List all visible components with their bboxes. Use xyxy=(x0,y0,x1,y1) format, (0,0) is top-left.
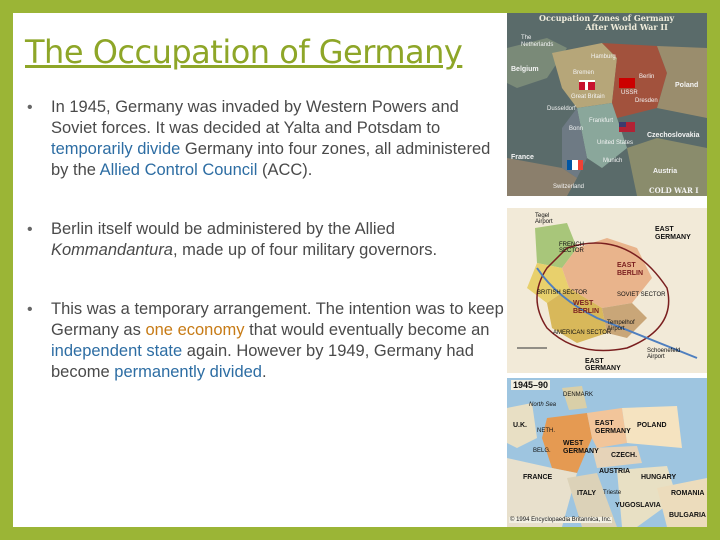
map1-label-belgium: Belgium xyxy=(511,66,539,73)
bullet-list xyxy=(27,97,507,421)
map1-title-line1: Occupation Zones of Germany xyxy=(539,13,675,23)
map2-label-east-berlin: EAST BERLIN xyxy=(617,262,644,277)
map3-label-belg: BELG. xyxy=(533,448,551,454)
map3-label-bulgaria: BULGARIA xyxy=(669,512,706,519)
map3-label-trieste: Trieste xyxy=(603,490,622,496)
map3-label-west-germany: WEST GERMANY xyxy=(563,440,599,455)
bullet-dot-icon: • xyxy=(27,301,33,318)
map1-label-ussr: USSR xyxy=(621,90,638,96)
map1-label-netherlands: The Netherlands xyxy=(521,35,554,48)
map3-label-poland: POLAND xyxy=(637,422,667,429)
map1-label-bonn: Bonn xyxy=(569,126,584,132)
map2-label-soviet-sector: SOVIET SECTOR xyxy=(617,292,666,298)
map1-label-united-states: United States xyxy=(597,140,634,146)
highlight-temporarily-divide: temporarily divide xyxy=(51,140,181,158)
map3-label-neth: NETH. xyxy=(537,428,555,434)
map3-label-east-germany: EAST GERMANY xyxy=(595,420,631,435)
map1-label-bremen: Bremen xyxy=(573,70,595,76)
map1-label-great-britain: Great Britain xyxy=(571,94,605,100)
map2-label-british-sector: BRITISH SECTOR xyxy=(537,290,588,296)
map1-label-hamburg: Hamburg xyxy=(591,54,616,60)
map2-label-american-sector: AMERICAN SECTOR xyxy=(553,330,612,336)
map3-label-italy: ITALY xyxy=(577,490,597,497)
map3-label-years: 1945–90 xyxy=(513,380,549,390)
map3-label-czech: CZECH. xyxy=(611,452,638,459)
map3-label-austria: AUSTRIA xyxy=(599,468,631,475)
italic-kommandantura: Kommandantura xyxy=(51,241,173,259)
map1-label-munich: Munich xyxy=(603,158,623,164)
highlight-independent-state: independent state xyxy=(51,342,183,360)
occupation-zones-map xyxy=(507,13,707,196)
bullet-3-text: This was a temporary arrangement. The intention was to keep Germany as xyxy=(51,300,504,339)
map1-label-frankfurt: Frankfurt xyxy=(589,118,614,124)
map1-title-line2: After World War II xyxy=(585,22,668,32)
map1-footer: COLD WAR I xyxy=(649,186,699,195)
map2-label-french-sector: FRENCH SECTOR xyxy=(559,242,584,254)
bullet-item-1 xyxy=(27,97,507,181)
bullet-2-text: , made up of four military governors. xyxy=(173,241,438,259)
europe-1945-90-map xyxy=(507,378,707,527)
map2-label-tempelhof: Tempelhof Airport xyxy=(607,320,635,332)
map1-label-czechoslovakia: Czechoslovakia xyxy=(647,132,700,139)
bullet-dot-icon: • xyxy=(27,221,33,238)
map3-label-hungary: HUNGARY xyxy=(641,474,677,481)
map1-label-berlin: Berlin xyxy=(639,74,655,80)
bullet-1-text: Germany into four zones, all administered by the xyxy=(51,140,491,179)
map3-label-north-sea: North Sea xyxy=(529,402,557,408)
map2-label-west-berlin: WEST BERLIN xyxy=(573,300,600,315)
map3-label-denmark: DENMARK xyxy=(563,392,594,398)
bullet-1-text: (ACC). xyxy=(257,161,313,179)
map3-label-yugoslavia: YUGOSLAVIA xyxy=(615,502,661,509)
map3-label-romania: ROMANIA xyxy=(671,490,705,497)
bullet-item-2 xyxy=(27,219,507,261)
berlin-sectors-map xyxy=(507,208,707,373)
map2-label-east-germany: EAST GERMANY xyxy=(655,226,691,241)
map3-copyright: © 1994 Encyclopaedia Britannica, Inc. xyxy=(510,517,612,523)
map2-label-east-germany-bottom: EAST GERMANY xyxy=(585,358,621,372)
map3-label-france: FRANCE xyxy=(523,474,553,481)
slide xyxy=(13,13,707,527)
bullet-dot-icon: • xyxy=(27,99,33,116)
bullet-2-text: Berlin itself would be administered by the Allied xyxy=(51,220,395,238)
map1-label-austria: Austria xyxy=(653,168,678,175)
map1-label-france: France xyxy=(511,154,534,161)
bullet-1-text: In 1945, Germany was invaded by Western Powers and Soviet forces. It was decided at Yalta and Potsdam to xyxy=(51,98,459,137)
map1-title xyxy=(539,14,674,32)
map2-label-schoenefeld: Schoenefeld Airport xyxy=(647,348,681,360)
highlight-allied-control-council: Allied Control Council xyxy=(99,161,258,179)
highlight-one-economy: one economy xyxy=(145,321,245,339)
bullet-3-text: that would eventually become an xyxy=(244,321,490,339)
map2-label-tegel: Tegel Airport xyxy=(535,213,553,225)
bullet-3-text: again. However by 1949, Germany had become xyxy=(51,342,474,381)
map1-label-poland: Poland xyxy=(675,82,699,89)
slide-title: The Occupation of Germany xyxy=(25,33,463,71)
highlight-permanently-divided: permanently divided xyxy=(114,363,262,381)
map1-label-switzerland: Switzerland xyxy=(553,184,585,190)
bullet-item-3 xyxy=(27,299,507,383)
map3-label-uk: U.K. xyxy=(513,422,527,429)
map1-label-dresden: Dresden xyxy=(635,98,658,104)
bullet-3-text: . xyxy=(261,363,267,381)
map1-label-dusseldorf: Dusseldorf xyxy=(547,106,576,112)
